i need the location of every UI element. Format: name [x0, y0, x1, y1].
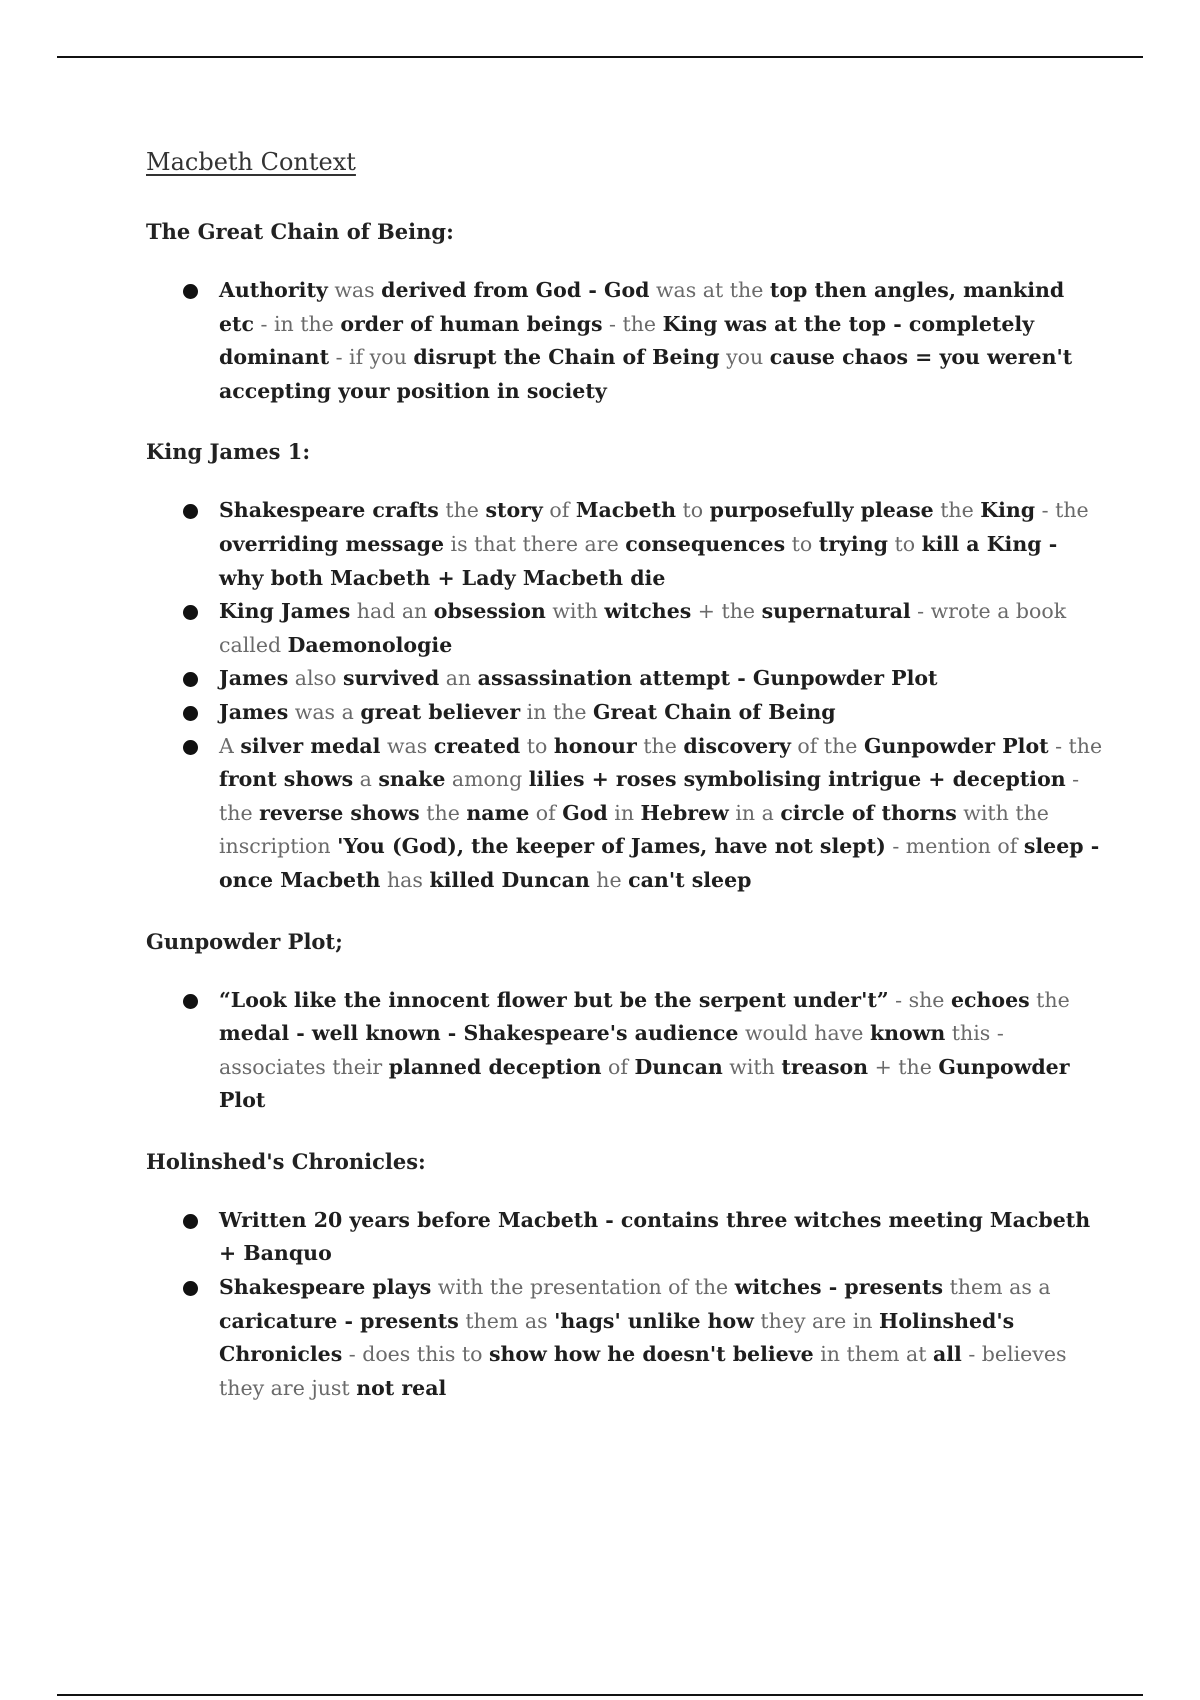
bullet-icon [183, 504, 198, 519]
bold-text: treason [781, 1054, 869, 1079]
section [146, 1140, 1106, 1406]
section-heading: Holinshed's Chronicles: [146, 1148, 426, 1174]
bold-text: Authority [219, 278, 328, 302]
text: to [887, 531, 922, 556]
section [146, 920, 1106, 1118]
text: - the [1048, 733, 1103, 758]
bold-text: story [485, 498, 543, 523]
text: - if you [329, 345, 414, 370]
bold-text: medal - well known - Shakespeare's audience [219, 1021, 739, 1046]
section-heading: King James 1: [146, 439, 311, 465]
text: of [529, 800, 563, 825]
bold-text: show how he doesn't believe [488, 1342, 814, 1367]
text: - the [219, 767, 1080, 825]
bullet-icon [183, 284, 198, 299]
text: - mention of [885, 834, 1024, 859]
text: was at the [649, 278, 770, 302]
bold-text: order of human beings [340, 311, 603, 336]
bold-text: King [980, 498, 1036, 523]
bold-text: disrupt the Chain of Being [413, 345, 720, 370]
text: with the presentation of the [431, 1275, 735, 1300]
list-item [146, 494, 1106, 595]
bold-text: top then angles, mankind etc [219, 278, 1065, 336]
text: was [327, 278, 382, 302]
bold-text: “Look like the innocent flower but be the serpent under't” [219, 987, 889, 1012]
section [146, 430, 1106, 897]
bold-text: obsession [433, 599, 546, 624]
text: has [380, 867, 430, 892]
list-item [146, 662, 1106, 696]
bold-text: Daemonologie [287, 632, 453, 657]
text: - she [888, 987, 951, 1012]
bold-text: reverse shows [259, 800, 420, 825]
bold-text: not real [356, 1375, 447, 1400]
bold-text: Shakespeare plays [219, 1275, 432, 1300]
bold-text: Gunpowder Plot [219, 1054, 1070, 1113]
bullet-icon [183, 706, 198, 721]
bullet-list [146, 984, 1106, 1118]
text: - does this to [342, 1342, 489, 1367]
list-item [146, 1271, 1106, 1405]
bold-text: circle of thorns [780, 800, 957, 825]
bold-text: can't sleep [628, 867, 752, 892]
text: - wrote a book called [219, 599, 1067, 657]
text: is that there are [444, 531, 626, 556]
bold-text: planned deception [388, 1054, 602, 1079]
text: in the [520, 699, 594, 724]
bold-text: Shakespeare crafts [219, 498, 439, 523]
bold-text: 'You (God), the keeper of James, have not slept) [337, 834, 886, 859]
bold-text: James [219, 699, 289, 724]
text: A [219, 733, 241, 758]
bold-text: 'hags' unlike how [554, 1308, 754, 1333]
bold-text: honour [553, 733, 637, 758]
text: of the [790, 733, 864, 758]
text: with the inscription [219, 800, 1049, 859]
bold-text: created [433, 733, 521, 758]
bold-text: Hebrew [640, 800, 729, 825]
bold-text: kill a King - why both Macbeth + Lady Macbeth die [219, 531, 1058, 590]
bold-text: known [869, 1021, 946, 1046]
section-heading: Gunpowder Plot; [146, 928, 343, 954]
document-title: Macbeth Context [146, 148, 356, 176]
text: you [719, 345, 770, 370]
bullet-icon [183, 1214, 198, 1229]
bullet-icon [183, 740, 198, 755]
text: was [380, 733, 434, 758]
bold-text: lilies + roses symbolising intrigue + deception [528, 767, 1066, 792]
text: also [288, 666, 343, 691]
text: the [438, 498, 486, 523]
bold-text: snake [378, 767, 446, 792]
text: - believes they are just [219, 1342, 1067, 1400]
bullet-list [146, 274, 1106, 408]
bold-text: God [562, 800, 608, 825]
text: with [722, 1054, 782, 1079]
bold-text: Written 20 years before Macbeth - contains three witches meeting Macbeth + Banquo [219, 1207, 1091, 1266]
bold-text: survived [342, 666, 440, 691]
bold-text: echoes [950, 987, 1030, 1012]
bullet-icon [183, 672, 198, 687]
text: to [785, 531, 819, 556]
text: this - associates their [219, 1021, 1004, 1079]
section [146, 210, 1106, 408]
bold-text: witches [604, 599, 692, 624]
list-item [146, 730, 1106, 898]
text: them as [458, 1308, 555, 1333]
list-item [146, 984, 1106, 1118]
text: the [419, 800, 467, 825]
bold-text: assassination attempt - Gunpowder Plot [477, 666, 938, 691]
bold-text: Great Chain of Being [593, 699, 836, 724]
text: in a [728, 800, 781, 825]
bold-text: cause chaos = you weren't accepting your position in society [219, 345, 1073, 403]
text: of [601, 1054, 635, 1079]
bottom-rule [57, 1694, 1143, 1696]
bold-text: sleep - once Macbeth [219, 834, 1100, 892]
bold-text: supernatural [761, 599, 911, 624]
text: to [520, 733, 554, 758]
bullet-list [146, 494, 1106, 897]
bold-text: Gunpowder Plot [863, 733, 1049, 758]
text: - in the [254, 311, 341, 336]
text: he [589, 867, 629, 892]
text: to [676, 498, 710, 523]
text: an [439, 666, 478, 691]
list-item [146, 696, 1106, 730]
bold-text: great believer [360, 699, 521, 724]
text: with [545, 599, 605, 624]
bold-text: silver medal [240, 733, 381, 758]
bold-text: derived from God - God [381, 278, 650, 302]
bold-text: overriding message [219, 531, 444, 556]
bold-text: name [466, 800, 530, 825]
bold-text: King was at the top - completely dominant [219, 311, 1035, 370]
bold-text: James [219, 666, 289, 691]
text: they are in [753, 1308, 879, 1333]
bold-text: all [932, 1342, 962, 1367]
bold-text: trying [818, 531, 888, 556]
list-item [146, 595, 1106, 662]
bullet-icon [183, 1281, 198, 1296]
text: had an [350, 599, 434, 624]
text: + the [691, 599, 762, 624]
list-item [146, 274, 1106, 408]
bold-text: caricature - presents [219, 1308, 459, 1333]
top-rule [57, 56, 1143, 58]
text: - the [1035, 498, 1089, 523]
bullet-icon [183, 605, 198, 620]
bold-text: King James [219, 599, 351, 624]
bold-text: consequences [625, 531, 786, 556]
bold-text: front shows [219, 767, 354, 792]
bold-text: discovery [683, 733, 791, 758]
text: + the [868, 1054, 939, 1079]
text: in them at [813, 1342, 933, 1367]
text: them as a [943, 1275, 1051, 1300]
text: the [933, 498, 981, 523]
document-body [146, 140, 1106, 1427]
text: the [1029, 987, 1070, 1012]
bold-text: killed Duncan [429, 867, 590, 892]
sections-container [146, 210, 1106, 1405]
text: would have [738, 1021, 870, 1046]
section-heading: The Great Chain of Being: [146, 219, 454, 244]
text: a [353, 767, 379, 792]
bold-text: witches - presents [734, 1275, 944, 1300]
text: - the [602, 311, 663, 336]
bold-text: Holinshed's Chronicles [219, 1308, 1015, 1367]
bold-text: purposefully please [709, 498, 934, 523]
text: among [445, 767, 529, 792]
text: in [607, 800, 641, 825]
list-item [146, 1204, 1106, 1271]
bullet-list [146, 1204, 1106, 1406]
bold-text: Macbeth [575, 498, 677, 523]
text: of [542, 498, 576, 523]
bullet-icon [183, 994, 198, 1009]
bold-text: Duncan [634, 1054, 723, 1079]
text: the [636, 733, 684, 758]
text: was a [288, 699, 361, 724]
